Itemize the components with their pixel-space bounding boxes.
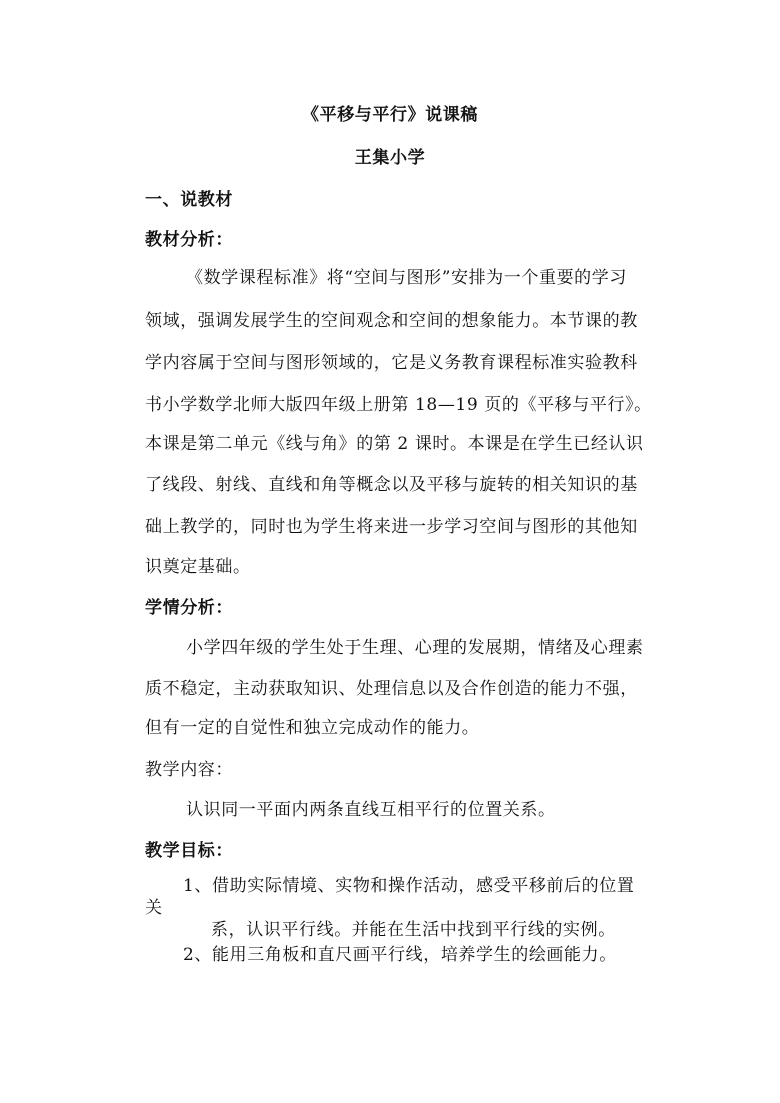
material-analysis-line: 学内容属于空间与图形领域的，它是义务教育课程标准实验教科 — [145, 353, 638, 373]
teaching-goal-line: 1、借助实际情境、实物和操作活动，感受平移前后的位置 — [183, 876, 635, 896]
teaching-goal-line: 关 — [145, 898, 163, 918]
teaching-content-heading: 教学内容： — [145, 760, 233, 780]
teaching-goals-heading: 教学目标： — [145, 841, 233, 861]
document-title: 《平移与平行》说课稿 — [302, 105, 478, 125]
material-analysis-line: 书小学数学北师大版四年级上册第 18—19 页的《平移与平行》。 — [145, 395, 652, 415]
school-name: 王集小学 — [354, 148, 426, 168]
student-analysis-line: 质不稳定，主动获取知识、处理信息以及合作创造的能力不强， — [145, 679, 638, 699]
student-analysis-heading: 学情分析： — [145, 598, 233, 618]
material-analysis-heading: 教材分析： — [145, 230, 233, 250]
material-analysis-line: 了线段、射线、直线和角等概念以及平移与旋转的相关知识的基 — [145, 475, 638, 495]
teaching-goal-line: 2、能用三角板和直尺画平行线，培养学生的绘画能力。 — [183, 945, 617, 965]
teaching-goal-line: 系，认识平行线。并能在生活中找到平行线的实例。 — [211, 920, 616, 940]
material-analysis-line: 《数学课程标准》将“空间与图形”安排为一个重要的学习 — [186, 268, 627, 288]
section-heading-materials: 一、说教材 — [145, 190, 233, 210]
student-analysis-line: 小学四年级的学生处于生理、心理的发展期，情绪及心理素 — [186, 638, 644, 658]
material-analysis-line: 本课是第二单元《线与角》的第 2 课时。本课是在学生已经认识 — [145, 434, 644, 454]
teaching-content-line: 认识同一平面内两条直线互相平行的位置关系。 — [186, 800, 556, 820]
material-analysis-line: 础上教学的，同时也为学生将来进一步学习空间与图形的其他知 — [145, 517, 638, 537]
material-analysis-line: 领域，强调发展学生的空间观念和空间的想象能力。本节课的教 — [145, 311, 638, 331]
material-analysis-line: 识奠定基础。 — [145, 557, 251, 577]
student-analysis-line: 但有一定的自觉性和独立完成动作的能力。 — [145, 718, 480, 738]
